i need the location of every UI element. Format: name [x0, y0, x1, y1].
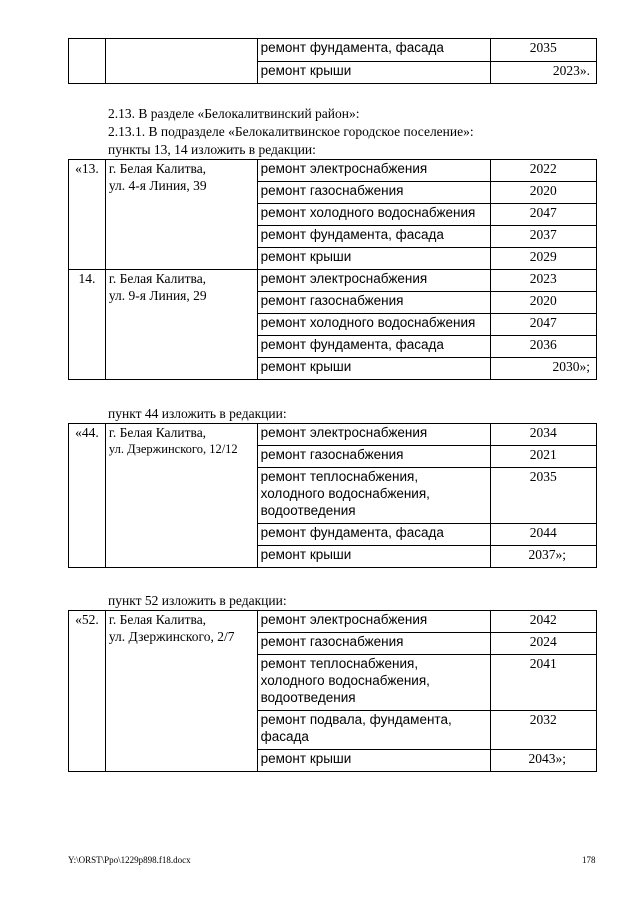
- work-cell: [257, 655, 490, 711]
- work-cell: ремонт электроснабжения: [257, 611, 490, 633]
- table-row: [69, 270, 597, 292]
- item-number: 14.: [69, 270, 106, 380]
- work-line: водоотведения: [260, 690, 356, 705]
- work-line: ремонт теплоснабжения,: [260, 469, 419, 484]
- year-cell: 2043»;: [490, 750, 596, 772]
- address-line: ул. Дзержинского, 12/12: [108, 442, 238, 456]
- work-line: фасада: [260, 729, 309, 744]
- work-cell: ремонт фундамента, фасада: [257, 336, 490, 358]
- work-cell: ремонт фундамента, фасада: [257, 39, 490, 62]
- items-13-14-table: [68, 159, 597, 380]
- table-row: [69, 160, 597, 182]
- instruction-text: пункт 52 изложить в редакции:: [108, 593, 287, 608]
- year-cell: 2044: [490, 524, 596, 546]
- year-cell: 2037»;: [490, 546, 596, 568]
- address-line: ул. 9-я Линия, 29: [108, 288, 207, 303]
- item-number: «13.: [69, 160, 106, 270]
- year-cell: 2042: [490, 611, 596, 633]
- year-cell: 2036: [490, 336, 596, 358]
- work-cell: ремонт газоснабжения: [257, 446, 490, 468]
- work-cell: ремонт крыши: [257, 62, 490, 84]
- address-line: г. Белая Калитва,: [108, 161, 207, 176]
- work-cell: [257, 711, 490, 750]
- address-line: г. Белая Калитва,: [108, 271, 207, 286]
- item-address: [105, 611, 257, 772]
- year-cell: 2020: [490, 182, 596, 204]
- work-cell: ремонт фундамента, фасада: [257, 226, 490, 248]
- item-address: [105, 424, 257, 568]
- work-line: холодного водоснабжения,: [260, 486, 430, 501]
- instruction-text: пункты 13, 14 изложить в редакции:: [108, 142, 316, 157]
- item-number: «44.: [69, 424, 106, 568]
- instruction-text: пункт 44 изложить в редакции:: [108, 406, 287, 421]
- work-cell: ремонт крыши: [257, 546, 490, 568]
- work-cell: ремонт электроснабжения: [257, 424, 490, 446]
- year-cell: 2023: [490, 270, 596, 292]
- work-cell: ремонт холодного водоснабжения: [257, 314, 490, 336]
- item-address: [105, 270, 257, 380]
- table-row: [69, 39, 597, 62]
- table-row: [69, 611, 597, 633]
- work-cell: ремонт электроснабжения: [257, 270, 490, 292]
- address-cell: [105, 39, 257, 84]
- year-cell: 2024: [490, 633, 596, 655]
- address-line: г. Белая Калитва,: [108, 612, 207, 627]
- year-cell: 2047: [490, 204, 596, 226]
- year-cell: 2030»;: [490, 358, 596, 380]
- year-cell: 2023».: [490, 62, 596, 84]
- year-cell: 2021: [490, 446, 596, 468]
- section-heading: 2.13. В разделе «Белокалитвинский район»:: [108, 106, 360, 121]
- work-line: холодного водоснабжения,: [260, 673, 430, 688]
- year-cell: 2035: [490, 39, 596, 62]
- year-cell: 2029: [490, 248, 596, 270]
- year-cell: 2032: [490, 711, 596, 750]
- year-cell: 2041: [490, 655, 596, 711]
- year-cell: 2047: [490, 314, 596, 336]
- item-address: [105, 160, 257, 270]
- subsection-heading: 2.13.1. В подразделе «Белокалитвинское городское поселение»:: [108, 124, 474, 139]
- work-cell: [257, 468, 490, 524]
- work-cell: ремонт крыши: [257, 358, 490, 380]
- work-line: водоотведения: [260, 503, 356, 518]
- year-cell: 2035: [490, 468, 596, 524]
- work-cell: ремонт крыши: [257, 750, 490, 772]
- address-line: г. Белая Калитва,: [108, 425, 207, 440]
- table-row: [69, 424, 597, 446]
- footer-file-path: Y:\ORST\Ppo\1229p898.f18.docx: [68, 855, 191, 865]
- work-cell: ремонт холодного водоснабжения: [257, 204, 490, 226]
- top-table: [68, 38, 597, 84]
- year-cell: 2034: [490, 424, 596, 446]
- work-cell: ремонт крыши: [257, 248, 490, 270]
- num-cell: [69, 39, 106, 84]
- footer-page-number: 178: [582, 855, 596, 865]
- work-line: ремонт подвала, фундамента,: [260, 712, 452, 727]
- year-cell: 2037: [490, 226, 596, 248]
- item-52-table: [68, 610, 597, 772]
- year-cell: 2022: [490, 160, 596, 182]
- work-cell: ремонт газоснабжения: [257, 292, 490, 314]
- item-number: «52.: [69, 611, 106, 772]
- item-44-table: [68, 423, 597, 568]
- address-line: ул. Дзержинского, 2/7: [108, 629, 235, 644]
- work-cell: ремонт фундамента, фасада: [257, 524, 490, 546]
- year-cell: 2020: [490, 292, 596, 314]
- work-line: ремонт теплоснабжения,: [260, 656, 419, 671]
- address-line: ул. 4-я Линия, 39: [108, 178, 207, 193]
- work-cell: ремонт электроснабжения: [257, 160, 490, 182]
- work-cell: ремонт газоснабжения: [257, 182, 490, 204]
- work-cell: ремонт газоснабжения: [257, 633, 490, 655]
